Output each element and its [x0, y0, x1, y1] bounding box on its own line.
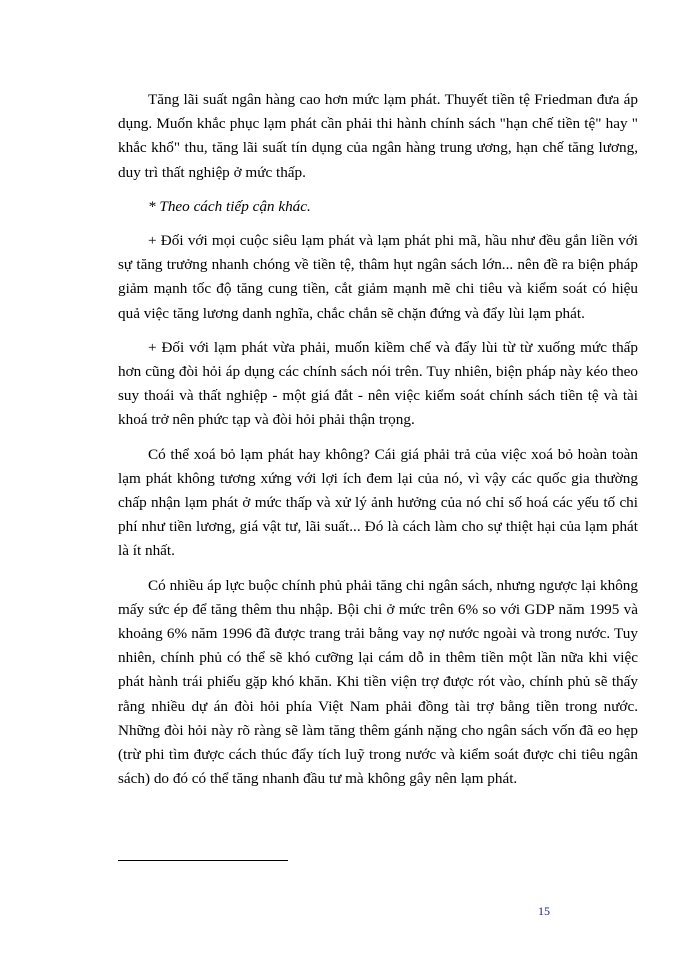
- footnote-separator: [118, 860, 288, 861]
- body-text: [118, 88, 638, 801]
- paragraph-alternative-approach-heading: * Theo cách tiếp cận khác.: [148, 197, 311, 215]
- paragraph-moderate-inflation: + Đối với lạm phát vừa phải, muốn kiềm chế và đẩy lùi từ từ xuống mức thấp hơn cũng đòi hỏi áp dụng các chính sách nói trên. Tuy nhiên, biện pháp này kéo theo suy thoái và thất nghiệp - một giá đắt - nên việc kiểm soát chính sách tiền tệ và tài khoá trở nên phức tạp và đòi hỏi phải thận trọng.: [118, 338, 638, 429]
- paragraph-eliminate-inflation: Có thể xoá bỏ lạm phát hay không? Cái giá phải trả của việc xoá bỏ hoàn toàn lạm phát không tương xứng với lợi ích đem lại của nó, vì vậy các quốc gia thường chấp nhận lạm phát ở mức thấp và xử lý ảnh hưởng của nó chỉ số hoá các yếu tố chi phí như tiền lương, giá vật tư, lãi suất... Đó là cách làm cho sự thiệt hại của lạm phát là ít nhất.: [118, 445, 638, 560]
- paragraph-interest-rate: Tăng lãi suất ngân hàng cao hơn mức lạm phát. Thuyết tiền tệ Friedman đưa áp dụng. Muốn khắc phục lạm phát cần phải thi hành chính sách "hạn chế tiền tệ" hay " khắc khổ" thu, tăng lãi suất tín dụng của ngân hàng trung ương, hạn chế tăng lương, duy trì thất nghiệp ở mức thấp.: [118, 91, 638, 181]
- page-number: 15: [538, 904, 550, 918]
- paragraph-budget-pressure: Có nhiều áp lực buộc chính phủ phải tăng chi ngân sách, nhưng ngược lại không mấy sức ép để tăng thêm thu nhập. Bội chi ở mức trên 6% so với GDP năm 1995 và khoảng 6% năm 1996 đã được trang trải bằng vay nợ nước ngoài và trong nước. Tuy nhiên, chính phủ có thể sẽ khó cưỡng lại cám dỗ in thêm tiền một lần nữa khi việc phát hành trái phiếu gặp khó khăn. Khi tiền viện trợ được rót vào, chính phủ sẽ thấy rằng nhiều dự án đòi hỏi phía Việt Nam phải đồng tài trợ bằng tiền trong nước. Những đòi hỏi này rõ ràng sẽ làm tăng thêm gánh nặng cho ngân sách vốn đã eo hẹp (trừ phi tìm được cách thúc đẩy tích luỹ trong nước và kiểm soát được chi tiêu ngân sách) do đó có thể tăng nhanh đầu tư mà không gây nên lạm phát.: [118, 576, 638, 788]
- paragraph-hyperinflation: + Đối với mọi cuộc siêu lạm phát và lạm phát phi mã, hầu như đều gắn liền với sự tăng trưởng nhanh chóng về tiền tệ, thâm hụt ngân sách lớn... nên đề ra biện pháp giảm mạnh tốc độ tăng cung tiền, cắt giảm mạnh mẽ chi tiêu và kiểm soát có hiệu quả việc tăng lương danh nghĩa, chắc chắn sẽ chặn đứng và đẩy lùi lạm phát.: [118, 232, 638, 322]
